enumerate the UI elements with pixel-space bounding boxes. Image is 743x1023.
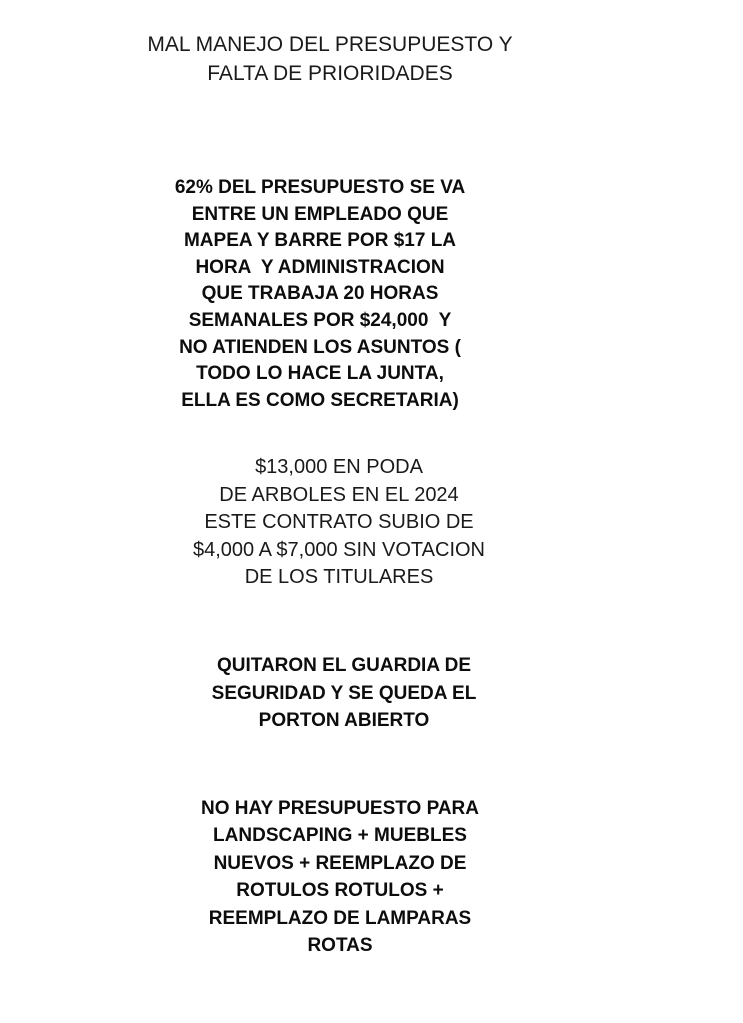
tree-pruning-line: ESTE CONTRATO SUBIO DE — [204, 511, 474, 533]
budget-line: NUEVOS + REEMPLAZO DE — [213, 852, 467, 874]
budget-line: ROTULOS ROTULOS + — [236, 880, 444, 902]
tree-pruning-paragraph — [0, 454, 678, 592]
payroll-line: QUE TRABAJA 20 HORAS — [201, 283, 439, 305]
page-title — [0, 30, 660, 88]
tree-pruning-line: DE LOS TITULARES — [244, 566, 434, 588]
payroll-line: ELLA ES COMO SECRETARIA) — [181, 389, 459, 411]
security-line: QUITARON EL GUARDIA DE — [216, 655, 472, 676]
budget-line: LANDSCAPING + MUEBLES — [213, 825, 467, 847]
title-line: FALTA DE PRIORIDADES — [207, 62, 453, 85]
budget-paragraph — [0, 795, 680, 959]
security-paragraph — [0, 652, 688, 735]
payroll-line: NO ATIENDEN LOS ASUNTOS ( — [179, 336, 461, 358]
payroll-paragraph — [0, 175, 640, 414]
tree-pruning-line: $4,000 A $7,000 SIN VOTACION — [192, 538, 485, 561]
tree-pruning-line: DE ARBOLES EN EL 2024 — [219, 483, 459, 506]
title-line: MAL MANEJO DEL PRESUPUESTO Y — [147, 33, 513, 56]
payroll-line: ENTRE UN EMPLEADO QUE — [191, 203, 449, 225]
payroll-line: MAPEA Y BARRE POR $17 LA — [183, 230, 457, 252]
security-line: PORTON ABIERTO — [258, 710, 430, 731]
payroll-line: 62% DEL PRESUPUESTO SE VA — [174, 177, 466, 198]
tree-pruning-line: $13,000 EN PODA — [255, 456, 423, 478]
security-line: SEGURIDAD Y SE QUEDA EL — [211, 682, 477, 704]
budget-line: REEMPLAZO DE LAMPARAS — [208, 907, 472, 929]
budget-line: ROTAS — [307, 935, 373, 957]
payroll-line: TODO LO HACE LA JUNTA, — [196, 363, 444, 385]
payroll-line: HORA Y ADMINISTRACION — [195, 256, 445, 278]
budget-line: NO HAY PRESUPUESTO PARA — [200, 798, 480, 819]
payroll-line: SEMANALES POR $24,000 Y — [188, 309, 452, 331]
